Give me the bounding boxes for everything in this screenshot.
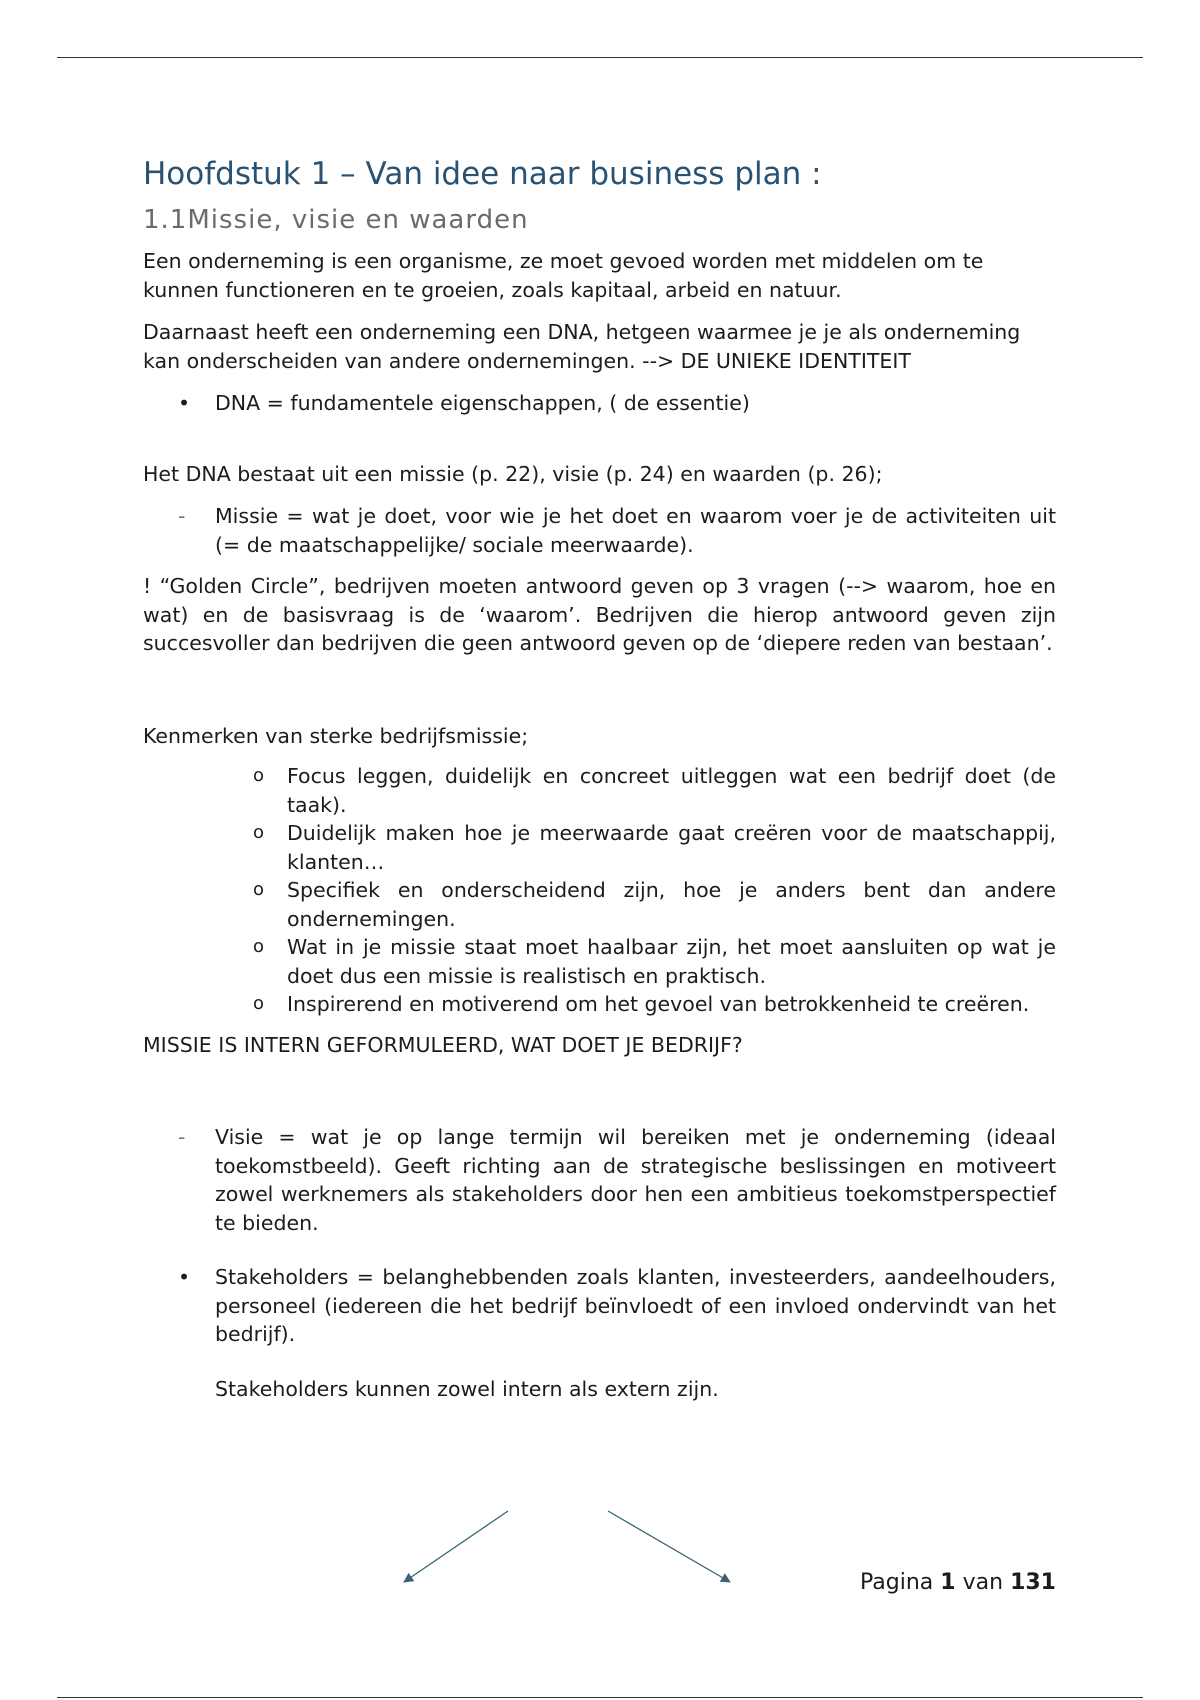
paragraph-dna: Daarnaast heeft een onderneming een DNA, hetgeen waarmee je je als onderneming kan onderscheiden van andere ondernemingen. --> DE UNIEKE IDENTITEIT <box>143 320 1021 373</box>
list-item-text: Focus leggen, duidelijk en concreet uitleggen wat een bedrijf doet (de taak). <box>287 764 1056 817</box>
list-item <box>251 819 1056 876</box>
circle-marker: o <box>253 936 265 958</box>
list-item-text: Specifiek en onderscheidend zijn, hoe je anders bent dan andere ondernemingen. <box>287 878 1056 931</box>
paragraph-kenmerken-intro: Kenmerken van sterke bedrijfsmissie; <box>143 723 529 748</box>
arrow-right <box>608 1511 730 1582</box>
footer-total-pages: 131 <box>1010 1570 1056 1595</box>
paragraph-golden-circle: ! “Golden Circle”, bedrijven moeten antwoord geven op 3 vragen (--> waarom, hoe en wat) en de basisvraag is de ‘waarom’. Bedrijven die hierop antwoord geven zijn succesvoller dan bedrijven die geen antwoord geven op de ‘diepere reden van bestaan’. <box>143 574 1056 656</box>
paragraph-organism: Een onderneming is een organisme, ze moet gevoed worden met middelen om te kunnen functioneren en te groeien, zoals kapitaal, arbeid en natuur. <box>143 249 984 302</box>
paragraph-missie-intern: MISSIE IS INTERN GEFORMULEERD, WAT DOET JE BEDRIJF? <box>143 1032 743 1057</box>
dash-marker: - <box>178 1125 186 1150</box>
footer-page-number: 1 <box>940 1570 956 1595</box>
circle-marker: o <box>253 822 265 844</box>
list-item-text: Visie = wat je op lange termijn wil bereiken met je onderneming (ideaal toekomstbeeld). Geeft richting aan de strategische beslissingen en motiveert zowel werknemers als stakeholders door hen een ambitieus toekomstperspectief te bieden. <box>215 1125 1056 1235</box>
page-footer <box>860 1570 1056 1595</box>
list-item-text: Inspirerend en motiverend om het gevoel van betrokkenheid te creëren. <box>287 992 1030 1017</box>
list-item-visie <box>143 1123 1056 1237</box>
list-item-missie <box>143 502 1056 559</box>
list-item <box>251 990 1056 1019</box>
arrow-left <box>404 1511 508 1582</box>
kenmerken-list <box>251 762 1056 1019</box>
top-rule <box>57 57 1143 58</box>
circle-marker: o <box>253 879 265 901</box>
bullet-marker: • <box>178 1265 191 1290</box>
bottom-rule <box>57 1697 1143 1698</box>
diagram-arrows <box>380 1500 760 1600</box>
list-item-text: Wat in je missie staat moet haalbaar zijn, het moet aansluiten op wat je doet dus een missie is realistisch en praktisch. <box>287 935 1056 988</box>
chapter-heading: Hoofdstuk 1 – Van idee naar business plan : <box>143 156 822 192</box>
list-item <box>251 762 1056 819</box>
dash-marker: - <box>178 504 186 529</box>
list-item-text: Duidelijk maken hoe je meerwaarde gaat creëren voor de maatschappij, klanten… <box>287 821 1056 874</box>
footer-middle: van <box>962 1570 1004 1595</box>
stakeholders-note: Stakeholders kunnen zowel intern als extern zijn. <box>215 1376 719 1401</box>
page-content <box>143 156 1056 1403</box>
list-item-dna <box>143 389 1056 418</box>
circle-marker: o <box>253 993 265 1015</box>
list-item-text: DNA = fundamentele eigenschappen, ( de essentie) <box>215 391 750 416</box>
list-item-stakeholders <box>143 1263 1056 1349</box>
list-item <box>251 933 1056 990</box>
section-heading: 1.1Missie, visie en waarden <box>143 205 529 236</box>
list-item-text: Missie = wat je doet, voor wie je het doet en waarom voer je de activiteiten uit (= de maatschappelijke/ sociale meerwaarde). <box>215 504 1056 557</box>
circle-marker: o <box>253 765 265 787</box>
list-item <box>251 876 1056 933</box>
list-item-text: Stakeholders = belanghebbenden zoals klanten, investeerders, aandeelhouders, personeel (iedereen die het bedrijf beïnvloedt of een invloed ondervindt van het bedrijf). <box>215 1265 1056 1347</box>
bullet-marker: • <box>178 391 191 416</box>
paragraph-dna-parts: Het DNA bestaat uit een missie (p. 22), visie (p. 24) en waarden (p. 26); <box>143 461 883 486</box>
footer-prefix: Pagina <box>860 1570 934 1595</box>
